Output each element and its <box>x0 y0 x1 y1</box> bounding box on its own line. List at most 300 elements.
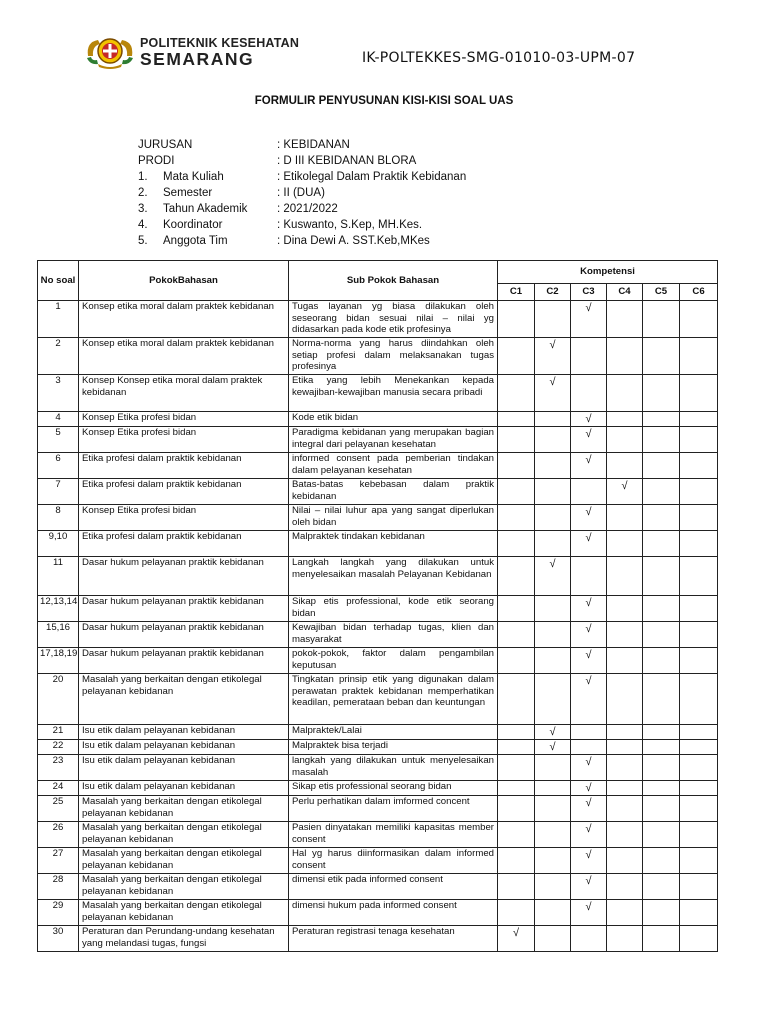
competency-cell-c6 <box>680 796 718 822</box>
row-pokok-bahasan: Isu etik dalam pelayanan kebidanan <box>79 740 289 755</box>
row-number: 4 <box>38 412 79 427</box>
row-number: 9,10 <box>38 531 79 557</box>
competency-cell-c2 <box>535 531 571 557</box>
info-number: 1. <box>138 171 148 183</box>
competency-cell-c4 <box>607 596 643 622</box>
row-sub-pokok-bahasan: Sikap etis professional seorang bidan <box>289 781 498 796</box>
competency-cell-c5 <box>643 622 680 648</box>
competency-cell-c3 <box>571 725 607 740</box>
row-sub-pokok-bahasan: Pasien dinyatakan memiliki kapasitas member consent <box>289 822 498 848</box>
check-mark-icon: √ <box>585 901 592 913</box>
competency-cell-c2 <box>535 755 571 781</box>
competency-cell-c6 <box>680 874 718 900</box>
competency-cell-c3 <box>571 412 607 427</box>
competency-cell-c1 <box>498 622 535 648</box>
competency-cell-c4 <box>607 874 643 900</box>
competency-cell-c6 <box>680 648 718 674</box>
table-row <box>38 479 718 505</box>
info-label: Anggota Tim <box>163 235 228 247</box>
header-kompetensi: Kompetensi <box>498 261 718 284</box>
competency-cell-c4 <box>607 505 643 531</box>
competency-cell-c3 <box>571 848 607 874</box>
competency-cell-c6 <box>680 505 718 531</box>
check-mark-icon: √ <box>585 849 592 861</box>
row-sub-pokok-bahasan: Nilai – nilai luhur apa yang sangat diperlukan oleh bidan <box>289 505 498 531</box>
row-sub-pokok-bahasan: Malpraktek/Lalai <box>289 725 498 740</box>
competency-cell-c4 <box>607 755 643 781</box>
competency-cell-c1 <box>498 531 535 557</box>
check-mark-icon: √ <box>512 927 520 939</box>
competency-cell-c5 <box>643 926 680 952</box>
competency-cell-c5 <box>643 375 680 412</box>
competency-cell-c6 <box>680 900 718 926</box>
row-number: 22 <box>38 740 79 755</box>
document-code: IK-POLTEKKES-SMG-01010-03-UPM-07 <box>362 50 636 66</box>
info-value: : D III KEBIDANAN BLORA <box>277 155 417 167</box>
header-c3: C3 <box>571 284 607 301</box>
row-pokok-bahasan: Etika profesi dalam praktik kebidanan <box>79 453 289 479</box>
row-pokok-bahasan: Masalah yang berkaitan dengan etikolegal pelayanan kebidanan <box>79 900 289 926</box>
competency-cell-c1 <box>498 453 535 479</box>
competency-cell-c2 <box>535 848 571 874</box>
check-mark-icon: √ <box>585 623 592 635</box>
header-c6: C6 <box>680 284 718 301</box>
institution-line1: POLITEKNIK KESEHATAN <box>140 36 300 50</box>
check-mark-icon: √ <box>549 376 556 388</box>
competency-cell-c4 <box>607 427 643 453</box>
row-number: 28 <box>38 874 79 900</box>
info-value: : Kuswanto, S.Kep, MH.Kes. <box>277 219 423 231</box>
table-row <box>38 848 718 874</box>
info-label: Mata Kuliah <box>163 171 224 183</box>
competency-cell-c6 <box>680 453 718 479</box>
check-mark-icon: √ <box>585 782 592 794</box>
competency-cell-c2 <box>535 412 571 427</box>
header-c1: C1 <box>498 284 535 301</box>
row-pokok-bahasan: Konsep Etika profesi bidan <box>79 505 289 531</box>
table-row <box>38 622 718 648</box>
check-mark-icon: √ <box>585 428 592 440</box>
competency-cell-c1 <box>498 427 535 453</box>
competency-cell-c3 <box>571 531 607 557</box>
competency-cell-c4 <box>607 412 643 427</box>
row-number: 30 <box>38 926 79 952</box>
competency-cell-c2 <box>535 338 571 375</box>
check-mark-icon: √ <box>585 649 592 661</box>
competency-cell-c2 <box>535 796 571 822</box>
row-pokok-bahasan: Masalah yang berkaitan dengan etikolegal pelayanan kebidanan <box>79 848 289 874</box>
competency-cell-c5 <box>643 412 680 427</box>
competency-cell-c2 <box>535 648 571 674</box>
competency-cell-c6 <box>680 755 718 781</box>
competency-cell-c4 <box>607 622 643 648</box>
row-pokok-bahasan: Konsep etika moral dalam praktek kebidanan <box>79 338 289 375</box>
table-row <box>38 740 718 755</box>
competency-cell-c6 <box>680 926 718 952</box>
competency-cell-c1 <box>498 557 535 596</box>
row-number: 6 <box>38 453 79 479</box>
competency-cell-c1 <box>498 505 535 531</box>
competency-cell-c3 <box>571 505 607 531</box>
table-row <box>38 822 718 848</box>
competency-cell-c6 <box>680 557 718 596</box>
row-sub-pokok-bahasan: dimensi hukum pada informed consent <box>289 900 498 926</box>
competency-cell-c5 <box>643 338 680 375</box>
competency-cell-c3 <box>571 674 607 725</box>
info-number: 3. <box>138 203 148 215</box>
competency-cell-c5 <box>643 596 680 622</box>
row-number: 21 <box>38 725 79 740</box>
competency-cell-c6 <box>680 848 718 874</box>
competency-cell-c5 <box>643 648 680 674</box>
row-sub-pokok-bahasan: Paradigma kebidanan yang merupakan bagian integral dari pelayanan kesehatan <box>289 427 498 453</box>
row-pokok-bahasan: Dasar hukum pelayanan praktik kebidanan <box>79 648 289 674</box>
competency-cell-c4 <box>607 822 643 848</box>
competency-cell-c5 <box>643 301 680 338</box>
competency-cell-c1 <box>498 375 535 412</box>
competency-cell-c1 <box>498 596 535 622</box>
info-label: JURUSAN <box>138 139 193 151</box>
row-pokok-bahasan: Konsep Etika profesi bidan <box>79 427 289 453</box>
row-sub-pokok-bahasan: Perlu perhatikan dalam imformed concent <box>289 796 498 822</box>
table-row <box>38 900 718 926</box>
info-label: Tahun Akademik <box>163 203 248 215</box>
competency-cell-c2 <box>535 674 571 725</box>
check-mark-icon: √ <box>585 302 592 314</box>
competency-cell-c4 <box>607 338 643 375</box>
row-number: 27 <box>38 848 79 874</box>
table-row <box>38 412 718 427</box>
competency-cell-c4 <box>607 900 643 926</box>
competency-cell-c2 <box>535 740 571 755</box>
competency-cell-c5 <box>643 874 680 900</box>
competency-cell-c5 <box>643 848 680 874</box>
row-pokok-bahasan: Dasar hukum pelayanan praktik kebidanan <box>79 596 289 622</box>
competency-cell-c4 <box>607 648 643 674</box>
competency-cell-c5 <box>643 740 680 755</box>
info-label: Semester <box>163 187 213 199</box>
check-mark-icon: √ <box>585 597 592 609</box>
info-value: : II (DUA) <box>277 187 325 199</box>
check-mark-icon: √ <box>585 532 592 544</box>
table-row <box>38 725 718 740</box>
check-mark-icon: √ <box>585 823 592 835</box>
row-pokok-bahasan: Masalah yang berkaitan dengan etikolegal pelayanan kebidanan <box>79 822 289 848</box>
competency-cell-c1 <box>498 674 535 725</box>
table-row <box>38 453 718 479</box>
competency-cell-c3 <box>571 427 607 453</box>
competency-cell-c3 <box>571 375 607 412</box>
row-number: 29 <box>38 900 79 926</box>
info-value: : Etikolegal Dalam Praktik Kebidanan <box>277 171 467 183</box>
row-number: 3 <box>38 375 79 412</box>
check-mark-icon: √ <box>585 756 592 768</box>
competency-cell-c3 <box>571 900 607 926</box>
table-row <box>38 755 718 781</box>
check-mark-icon: √ <box>585 454 592 466</box>
competency-cell-c3 <box>571 479 607 505</box>
competency-cell-c1 <box>498 412 535 427</box>
competency-cell-c1 <box>498 874 535 900</box>
table-row <box>38 674 718 725</box>
competency-cell-c6 <box>680 674 718 725</box>
table-row <box>38 781 718 796</box>
row-sub-pokok-bahasan: Batas-batas kebebasan dalam praktik kebidanan <box>289 479 498 505</box>
competency-cell-c4 <box>607 479 643 505</box>
check-mark-icon: √ <box>621 480 628 492</box>
competency-cell-c5 <box>643 427 680 453</box>
row-pokok-bahasan: Masalah yang berkaitan dengan etikolegal pelayanan kebidanan <box>79 796 289 822</box>
competency-cell-c2 <box>535 375 571 412</box>
competency-cell-c3 <box>571 648 607 674</box>
competency-cell-c1 <box>498 479 535 505</box>
info-number: 2. <box>138 187 148 199</box>
competency-cell-c4 <box>607 453 643 479</box>
competency-cell-c1 <box>498 848 535 874</box>
competency-cell-c6 <box>680 338 718 375</box>
competency-cell-c1 <box>498 796 535 822</box>
competency-cell-c3 <box>571 622 607 648</box>
competency-cell-c1 <box>498 926 535 952</box>
competency-cell-c3 <box>571 781 607 796</box>
row-sub-pokok-bahasan: Sikap etis professional, kode etik seorang bidan <box>289 596 498 622</box>
header-pokok-bahasan: PokokBahasan <box>79 261 289 301</box>
competency-cell-c3 <box>571 796 607 822</box>
row-number: 17,18,19 <box>38 648 79 674</box>
competency-cell-c1 <box>498 900 535 926</box>
row-sub-pokok-bahasan: Malpraktek tindakan kebidanan <box>289 531 498 557</box>
check-mark-icon: √ <box>585 506 592 518</box>
row-sub-pokok-bahasan: Malpraktek bisa terjadi <box>289 740 498 755</box>
competency-cell-c5 <box>643 531 680 557</box>
competency-cell-c3 <box>571 596 607 622</box>
competency-cell-c1 <box>498 301 535 338</box>
competency-cell-c5 <box>643 755 680 781</box>
competency-cell-c1 <box>498 338 535 375</box>
info-value: : 2021/2022 <box>277 203 338 215</box>
competency-cell-c2 <box>535 874 571 900</box>
table-row <box>38 557 718 596</box>
competency-cell-c4 <box>607 557 643 596</box>
row-pokok-bahasan: Etika profesi dalam praktik kebidanan <box>79 479 289 505</box>
info-value: : Dina Dewi A. SST.Keb,MKes <box>277 235 430 247</box>
table-row <box>38 338 718 375</box>
competency-cell-c6 <box>680 301 718 338</box>
check-mark-icon: √ <box>549 339 556 351</box>
competency-cell-c2 <box>535 479 571 505</box>
check-mark-icon: √ <box>585 875 592 887</box>
competency-cell-c5 <box>643 479 680 505</box>
row-number: 8 <box>38 505 79 531</box>
row-number: 26 <box>38 822 79 848</box>
row-number: 20 <box>38 674 79 725</box>
competency-cell-c2 <box>535 505 571 531</box>
row-number: 5 <box>38 427 79 453</box>
competency-cell-c5 <box>643 557 680 596</box>
row-number: 12,13,14 <box>38 596 79 622</box>
check-mark-icon: √ <box>549 726 556 738</box>
row-number: 2 <box>38 338 79 375</box>
table-row <box>38 531 718 557</box>
table-row <box>38 505 718 531</box>
row-pokok-bahasan: Dasar hukum pelayanan praktik kebidanan <box>79 557 289 596</box>
competency-cell-c2 <box>535 781 571 796</box>
row-number: 7 <box>38 479 79 505</box>
competency-cell-c2 <box>535 427 571 453</box>
competency-cell-c4 <box>607 725 643 740</box>
table-row <box>38 796 718 822</box>
competency-cell-c5 <box>643 822 680 848</box>
header-c4: C4 <box>607 284 643 301</box>
competency-cell-c3 <box>571 338 607 375</box>
competency-cell-c1 <box>498 740 535 755</box>
header-c2: C2 <box>535 284 571 301</box>
info-number: 5. <box>138 235 148 247</box>
row-pokok-bahasan: Dasar hukum pelayanan praktik kebidanan <box>79 622 289 648</box>
row-sub-pokok-bahasan: Peraturan registrasi tenaga kesehatan <box>289 926 498 952</box>
competency-cell-c3 <box>571 822 607 848</box>
row-sub-pokok-bahasan: pokok-pokok, faktor dalam pengambilan keputusan <box>289 648 498 674</box>
row-pokok-bahasan: Masalah yang berkaitan dengan etikolegal pelayanan kebidanan <box>79 674 289 725</box>
competency-cell-c2 <box>535 822 571 848</box>
check-mark-icon: √ <box>585 797 592 809</box>
header-no-soal: No soal <box>38 261 79 301</box>
question-grid-table <box>37 260 718 952</box>
competency-cell-c2 <box>535 301 571 338</box>
competency-cell-c3 <box>571 453 607 479</box>
competency-cell-c4 <box>607 781 643 796</box>
competency-cell-c6 <box>680 375 718 412</box>
competency-cell-c4 <box>607 674 643 725</box>
competency-cell-c4 <box>607 301 643 338</box>
competency-cell-c2 <box>535 557 571 596</box>
row-sub-pokok-bahasan: langkah yang dilakukan untuk menyelesaikan masalah <box>289 755 498 781</box>
competency-cell-c5 <box>643 781 680 796</box>
competency-cell-c5 <box>643 505 680 531</box>
header-c5: C5 <box>643 284 680 301</box>
table-row <box>38 301 718 338</box>
competency-cell-c3 <box>571 755 607 781</box>
competency-cell-c1 <box>498 822 535 848</box>
competency-cell-c3 <box>571 740 607 755</box>
row-pokok-bahasan: Isu etik dalam pelayanan kebidanan <box>79 725 289 740</box>
competency-cell-c2 <box>535 926 571 952</box>
row-sub-pokok-bahasan: Tingkatan prinsip etik yang digunakan dalam perawatan praktek kebidanan memperhatikan keadilan, pemerataan beban dan keuntungan <box>289 674 498 725</box>
row-sub-pokok-bahasan: Langkah langkah yang dilakukan untuk menyelesaikan masalah Pelayanan Kebidanan <box>289 557 498 596</box>
competency-cell-c6 <box>680 725 718 740</box>
check-mark-icon: √ <box>585 675 592 687</box>
competency-cell-c6 <box>680 781 718 796</box>
check-mark-icon: √ <box>585 413 592 425</box>
row-number: 11 <box>38 557 79 596</box>
competency-cell-c4 <box>607 926 643 952</box>
competency-cell-c5 <box>643 453 680 479</box>
institution-line2: SEMARANG <box>140 49 255 69</box>
row-pokok-bahasan: Masalah yang berkaitan dengan etikolegal pelayanan kebidanan <box>79 874 289 900</box>
row-pokok-bahasan: Isu etik dalam pelayanan kebidanan <box>79 755 289 781</box>
competency-cell-c2 <box>535 900 571 926</box>
row-number: 15,16 <box>38 622 79 648</box>
competency-cell-c4 <box>607 848 643 874</box>
competency-cell-c1 <box>498 755 535 781</box>
competency-cell-c2 <box>535 622 571 648</box>
competency-cell-c5 <box>643 796 680 822</box>
table-row <box>38 596 718 622</box>
competency-cell-c6 <box>680 531 718 557</box>
table-row <box>38 375 718 412</box>
row-sub-pokok-bahasan: dimensi etik pada informed consent <box>289 874 498 900</box>
competency-cell-c3 <box>571 926 607 952</box>
row-sub-pokok-bahasan: Kode etik bidan <box>289 412 498 427</box>
row-pokok-bahasan: Konsep Konsep etika moral dalam praktek kebidanan <box>79 375 289 412</box>
competency-cell-c5 <box>643 674 680 725</box>
competency-cell-c1 <box>498 781 535 796</box>
competency-cell-c6 <box>680 412 718 427</box>
competency-cell-c3 <box>571 557 607 596</box>
competency-cell-c5 <box>643 725 680 740</box>
competency-cell-c3 <box>571 301 607 338</box>
row-pokok-bahasan: Konsep etika moral dalam praktek kebidanan <box>79 301 289 338</box>
competency-cell-c6 <box>680 427 718 453</box>
info-label: PRODI <box>138 155 175 167</box>
check-mark-icon: √ <box>549 558 556 570</box>
check-mark-icon: √ <box>549 741 556 753</box>
competency-cell-c5 <box>643 900 680 926</box>
row-sub-pokok-bahasan: Kewajiban bidan terhadap tugas, klien dan masyarakat <box>289 622 498 648</box>
row-number: 1 <box>38 301 79 338</box>
info-number: 4. <box>138 219 148 231</box>
row-number: 24 <box>38 781 79 796</box>
row-number: 25 <box>38 796 79 822</box>
competency-cell-c6 <box>680 596 718 622</box>
row-number: 23 <box>38 755 79 781</box>
row-sub-pokok-bahasan: informed consent pada pemberian tindakan dalam pelayanan kesehatan <box>289 453 498 479</box>
competency-cell-c4 <box>607 531 643 557</box>
row-pokok-bahasan: Etika profesi dalam praktik kebidanan <box>79 531 289 557</box>
poltekkes-logo-icon <box>84 32 136 70</box>
info-value: : KEBIDANAN <box>277 139 350 151</box>
table-row <box>38 427 718 453</box>
table-row <box>38 648 718 674</box>
row-sub-pokok-bahasan: Norma-norma yang harus diindahkan oleh setiap profesi dalam melaksanakan tugas profesinya <box>289 338 498 375</box>
row-sub-pokok-bahasan: Etika yang lebih Menekankan kepada kewajiban-kewajiban manusia secara pribadi <box>289 375 498 412</box>
row-sub-pokok-bahasan: Tugas layanan yg biasa dilakukan oleh seseorang bidan sesuai nilai – nilai yg didasarkan pada kode etik profesinya <box>289 301 498 338</box>
form-title: FORMULIR PENYUSUNAN KISI-KISI SOAL UAS <box>254 95 514 107</box>
competency-cell-c6 <box>680 479 718 505</box>
table-row <box>38 926 718 952</box>
competency-cell-c1 <box>498 725 535 740</box>
table-row <box>38 874 718 900</box>
competency-cell-c4 <box>607 740 643 755</box>
info-label: Koordinator <box>163 219 223 231</box>
competency-cell-c2 <box>535 725 571 740</box>
competency-cell-c2 <box>535 453 571 479</box>
competency-cell-c6 <box>680 622 718 648</box>
competency-cell-c6 <box>680 740 718 755</box>
competency-cell-c1 <box>498 648 535 674</box>
row-pokok-bahasan: Peraturan dan Perundang-undang kesehatan yang melandasi tugas, fungsi <box>79 926 289 952</box>
competency-cell-c6 <box>680 822 718 848</box>
competency-cell-c3 <box>571 874 607 900</box>
institution-name <box>140 36 299 70</box>
competency-cell-c2 <box>535 596 571 622</box>
row-sub-pokok-bahasan: Hal yg harus diinformasikan dalam informed consent <box>289 848 498 874</box>
row-pokok-bahasan: Konsep Etika profesi bidan <box>79 412 289 427</box>
header-sub-pokok-bahasan: Sub Pokok Bahasan <box>289 261 498 301</box>
competency-cell-c4 <box>607 796 643 822</box>
competency-cell-c4 <box>607 375 643 412</box>
row-pokok-bahasan: Isu etik dalam pelayanan kebidanan <box>79 781 289 796</box>
